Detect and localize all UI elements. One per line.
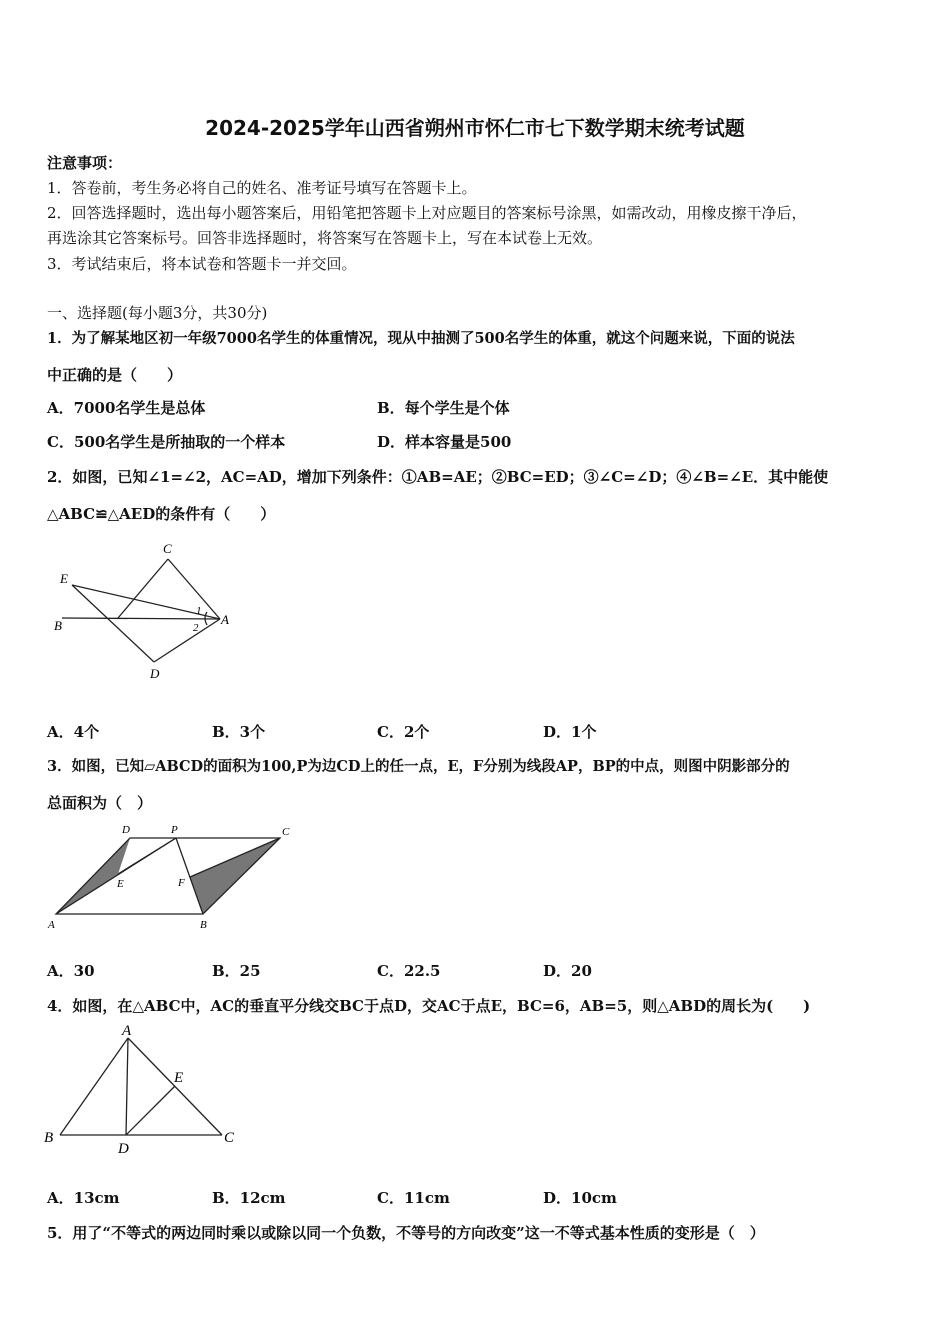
page-title: 2024-2025学年山西省朔州市怀仁市七下数学期末统考试题 [205, 116, 745, 140]
q2-label-b: B [54, 618, 62, 633]
q4-label-b: B [44, 1130, 54, 1146]
q2-label-d: D [150, 666, 160, 681]
q2-option-a[interactable]: A．4个 [47, 723, 100, 741]
q3-label-d: D [122, 824, 130, 836]
question-1-stem-cont: 中正确的是（ ） [47, 366, 183, 384]
q4-option-c[interactable]: C．11cm [377, 1189, 450, 1207]
question-2-stem-cont: △ABC≌△AED的条件有（ ） [47, 505, 276, 523]
q4-label-d: D [118, 1141, 129, 1157]
q4-option-b[interactable]: B．12cm [212, 1189, 286, 1207]
q2-option-d[interactable]: D．1个 [543, 723, 597, 741]
question-2-stem: 2．如图，已知∠1=∠2，AC=AD，增加下列条件：①AB=AE；②BC=ED；③∠C=∠D；④∠B=∠E．其中能使 [47, 468, 829, 486]
q2-option-b[interactable]: B．3个 [212, 723, 266, 741]
q3-option-c[interactable]: C．22.5 [377, 962, 441, 980]
q2-label-2: 2 [193, 622, 199, 634]
q3-option-b[interactable]: B．25 [212, 962, 261, 980]
notice-item: 1．答卷前，考生务必将自己的姓名、准考证号填写在答题卡上。 [47, 179, 477, 197]
question-3-stem: 3．如图，已知▱ABCD的面积为100,P为边CD上的任一点，E，F分别为线段AP，BP的中点，则图中阴影部分的 [47, 758, 790, 775]
q3-label-a: A [48, 919, 55, 931]
notice-item: 2．回答选择题时，选出每小题答案后，用铅笔把答题卡上对应题目的答案标号涂黑，如需改动，用橡皮擦干净后， [47, 204, 807, 222]
q2-label-c: C [163, 541, 172, 556]
q4-option-a[interactable]: A．13cm [47, 1189, 120, 1207]
q1-option-c[interactable]: C．500名学生是所抽取的一个样本 [47, 433, 286, 451]
notice-item: 3．考试结束后，将本试卷和答题卡一并交回。 [47, 255, 357, 273]
q4-option-d[interactable]: D．10cm [543, 1189, 617, 1207]
q1-option-d[interactable]: D．样本容量是500 [377, 433, 512, 451]
q3-label-p: P [171, 824, 178, 836]
q1-option-a[interactable]: A．7000名学生是总体 [47, 399, 206, 417]
section-heading: 一、选择题(每小题3分，共30分) [47, 304, 268, 322]
q3-label-b: B [200, 919, 207, 931]
q4-figure [40, 1020, 250, 1160]
q3-figure [42, 822, 302, 934]
q2-figure [50, 538, 240, 683]
question-3-stem-cont: 总面积为（ ） [47, 794, 153, 812]
q3-label-c: C [282, 826, 290, 838]
q3-label-e: E [117, 878, 124, 890]
question-4-stem: 4．如图，在△ABC中，AC的垂直平分线交BC于点D，交AC于点E，BC=6，AB=5，则△ABD的周长为( ) [47, 997, 811, 1015]
question-1-stem: 1．为了解某地区初一年级7000名学生的体重情况，现从中抽测了500名学生的体重，就这个问题来说，下面的说法 [47, 330, 795, 347]
notice-item: 再选涂其它答案标号。回答非选择题时，将答案写在答题卡上，写在本试卷上无效。 [47, 229, 603, 247]
q2-label-e: E [60, 571, 68, 586]
q4-label-a: A [122, 1023, 132, 1039]
q2-option-c[interactable]: C．2个 [377, 723, 430, 741]
q3-option-d[interactable]: D．20 [543, 962, 592, 980]
q4-label-e: E [174, 1070, 184, 1086]
notice-heading: 注意事项： [47, 154, 123, 172]
q3-option-a[interactable]: A．30 [47, 962, 95, 980]
q2-label-1: 1 [196, 605, 202, 617]
q3-label-f: F [178, 877, 185, 889]
q1-option-b[interactable]: B．每个学生是个体 [377, 399, 510, 417]
q4-label-c: C [224, 1130, 235, 1146]
q2-label-a: A [221, 612, 229, 627]
question-5-stem: 5．用了“不等式的两边同时乘以或除以同一个负数，不等号的方向改变”这一不等式基本性质的变形是（ ） [47, 1224, 765, 1242]
